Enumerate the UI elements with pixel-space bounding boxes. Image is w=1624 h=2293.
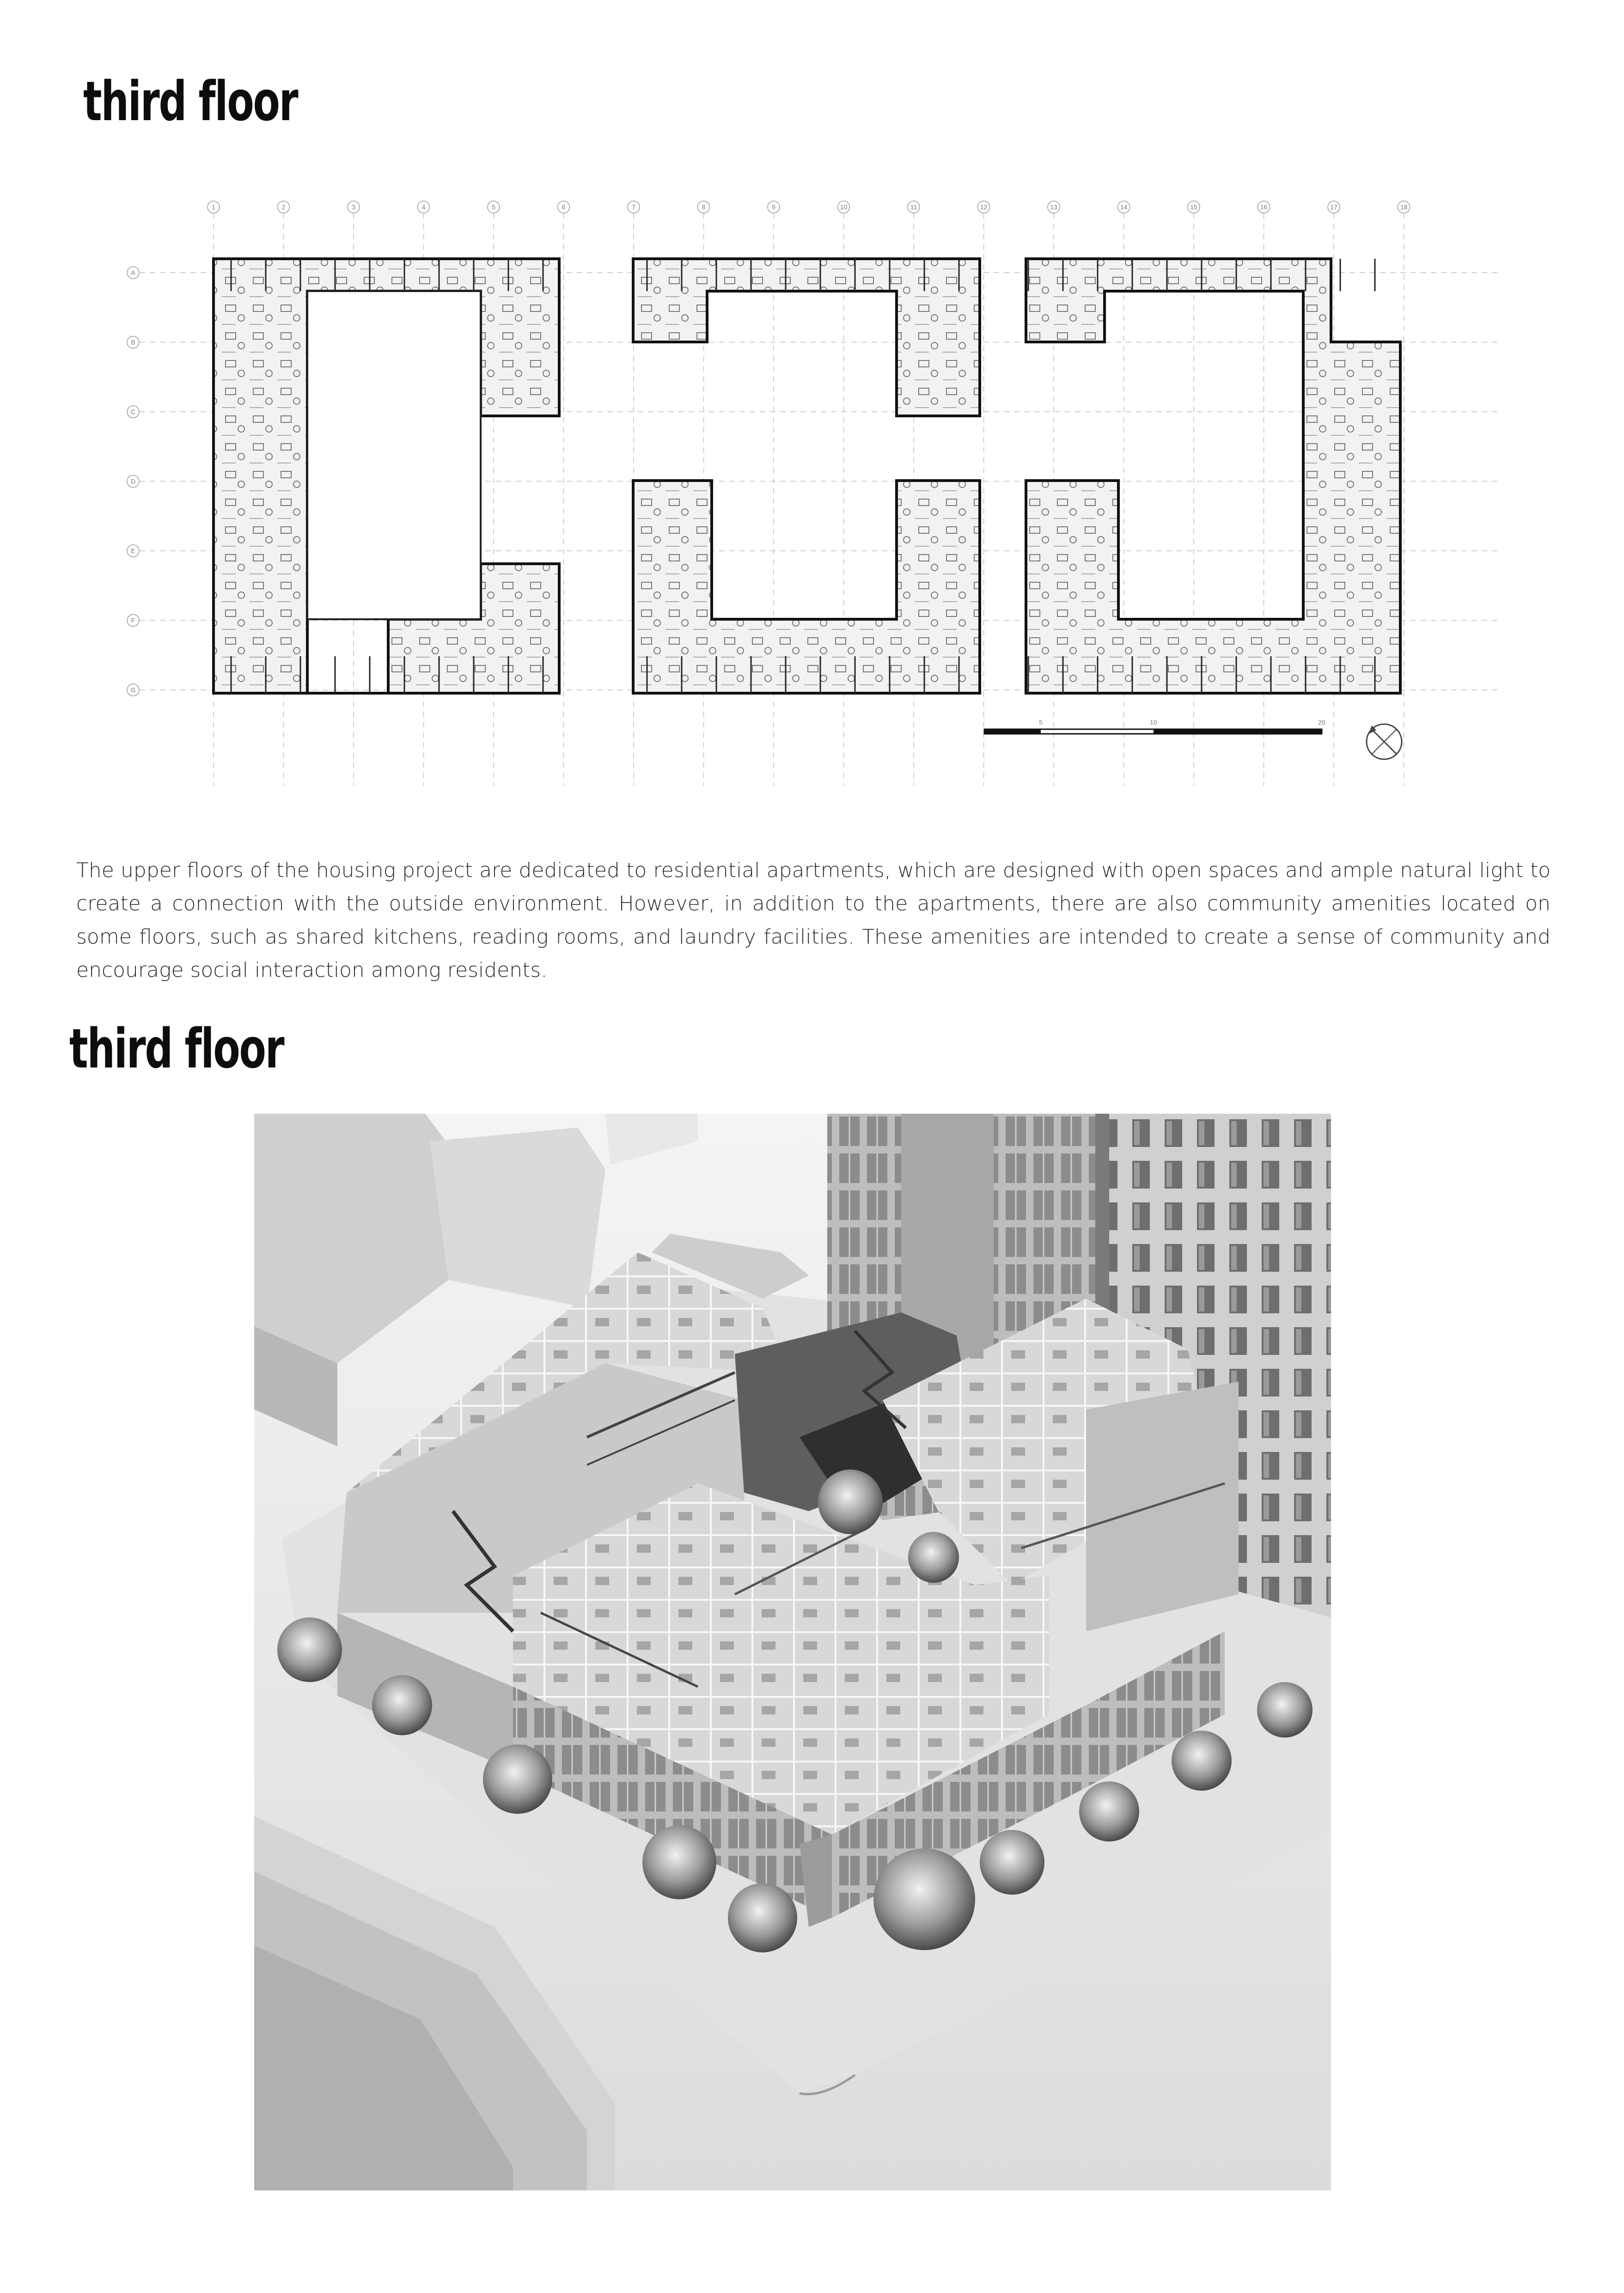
grid-column-label [278,201,290,213]
grid-row-text: A [131,269,135,276]
grid-column-text: 11 [910,203,917,211]
grid-column-label [348,201,360,213]
grid-column-label [418,201,430,213]
grid-column-label [1258,201,1270,213]
grid-column-text: 10 [840,203,848,211]
grid-column-label [768,201,780,213]
grid-column-text: 4 [421,203,426,211]
grid-row-text: E [131,547,135,555]
grid-row-label [127,336,139,348]
grid-column-label [488,201,500,213]
grid-row-label [127,615,139,627]
scale-label-20: 20 [1318,719,1325,726]
grid-row-label [127,684,139,696]
grid-column-label [908,201,920,213]
plan-block-2b [633,481,980,693]
scale-label-5: 5 [1039,719,1043,726]
scale-bar [984,719,1325,734]
grid-column-text: 8 [702,203,706,211]
grid-column-text: 15 [1190,203,1197,211]
grid-column-label [1048,201,1060,213]
grid-column-label [208,201,220,213]
third-floor-plan [111,189,1516,809]
grid-column-text: 5 [492,203,495,211]
grid-column-text: 3 [352,203,355,211]
grid-row-label [127,406,139,418]
scale-label-10: 10 [1150,719,1157,726]
section-title: third floor [69,1017,284,1080]
grid-column-label [558,201,570,213]
grid-column-text: 1 [212,203,215,211]
grid-row-label [127,476,139,488]
grid-column-label [1398,201,1410,213]
grid-row-text: B [131,338,135,346]
grid-column-text: 7 [632,203,635,211]
grid-column-text: 6 [562,203,566,211]
grid-row-label [127,267,139,279]
grid-column-text: 14 [1120,203,1128,211]
grid-row-text: D [130,477,136,485]
plan-block-2 [633,259,980,416]
grid-column-label [628,201,640,213]
grid-row-text: F [131,616,135,624]
grid-column-text: 2 [281,203,286,211]
axonometric-render [254,1114,1331,2190]
grid-row-text: C [130,408,136,415]
grid-column-label [1188,201,1200,213]
project-description: The upper floors of the housing project are dedicated to residential apartments, which are designed with open spaces and ample natural light to create a connection with the outside environment. However, in addition to the apartments, there are also community amenities located on some floors, such as shared kitchens, reading rooms, and laundry facilities. These amenities are intended to create a sense of community and encourage social interaction among residents. [76,859,1551,982]
page-title: third floor [83,69,298,133]
grid-column-label [978,201,990,213]
grid-column-text: 13 [1050,203,1057,211]
north-arrow-icon [1367,724,1402,759]
grid-row-label [127,545,139,557]
grid-column-label [698,201,710,213]
grid-row-text: G [130,686,136,694]
plan-block-3 [1026,259,1400,693]
grid-column-label [1118,201,1130,213]
grid-column-text: 17 [1330,203,1337,211]
grid-column-label [838,201,850,213]
grid-column-text: 16 [1260,203,1268,211]
grid-column-text: 9 [772,203,775,211]
grid-column-text: 18 [1400,203,1408,211]
grid-column-text: 12 [980,203,988,211]
grid-column-label [1328,201,1340,213]
